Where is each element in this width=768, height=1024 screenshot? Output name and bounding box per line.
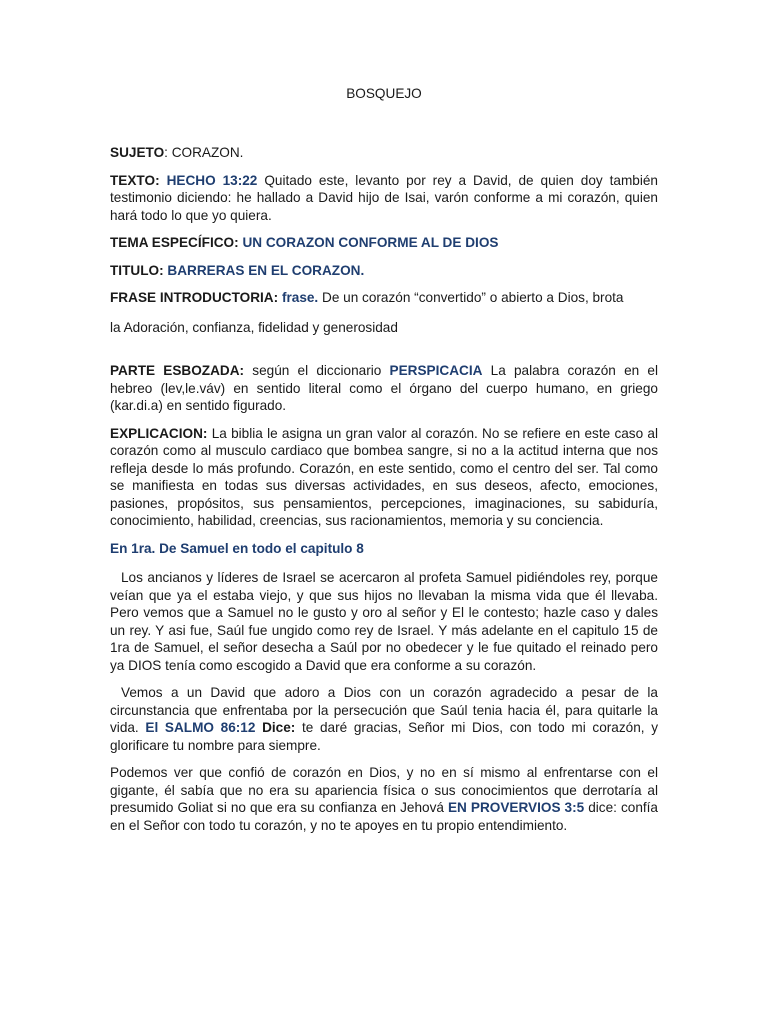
document-body bbox=[110, 144, 658, 844]
para3-pre: Podemos ver que confió de corazón en Dios, y no en sí mismo al enfrentarse con el gigante, él sabía que no era su apariencia física o sus conocimientos que derrotaría al presumido Goliat si no que era su confianza en Jehová bbox=[110, 765, 658, 815]
frase-label: FRASE INTRODUCTORIA: bbox=[110, 290, 279, 305]
parte-paragraph bbox=[110, 362, 658, 415]
sujeto-label: SUJETO bbox=[110, 145, 165, 160]
para2-pre: Vemos a un David que adoro a Dios con un corazón agradecido a pesar de la circunstancia que enfrentaba por la persecución que Saúl tenia hacia él, para quitarle la vida. bbox=[110, 685, 658, 735]
frase-line bbox=[110, 289, 658, 307]
parte-label: PARTE ESBOZADA: bbox=[110, 363, 245, 378]
body-paragraph-1: Los ancianos y líderes de Israel se acercaron al profeta Samuel pidiéndoles rey, porque veían que ya el estaba viejo, y que sus hijos no llevaban la misma vida que él llevaba. Pero vemos que a Samuel no le gusto y oro al señor y El le contesto; hazle caso y dales un rey. Y asi fue, Saúl fue ungido como rey de Israel. Y más adelante en el capitulo 15 de 1ra de Samuel, el señor desecha a Saúl por no obedecer y le fue quitado el reinado pero ya DIOS tenía como escogido a David que era conforme a su corazón. bbox=[110, 570, 658, 673]
section-heading: En 1ra. De Samuel en todo el capitulo 8 bbox=[110, 540, 364, 556]
document-title: BOSQUEJO bbox=[346, 86, 422, 101]
para3-body: dice: confía en el Señor con todo tu corazón, y no te apoyes en tu propio entendimiento. bbox=[110, 800, 658, 833]
titulo-line bbox=[110, 262, 658, 280]
para2-reference: El SALMO 86:12 bbox=[145, 720, 256, 735]
tema-label: TEMA ESPECÍFICO: bbox=[110, 235, 239, 250]
sujeto-line bbox=[110, 144, 658, 162]
tema-value: UN CORAZON CONFORME AL DE DIOS bbox=[242, 235, 499, 250]
texto-reference: HECHO 13:22 bbox=[166, 172, 258, 188]
body-paragraph-2 bbox=[110, 684, 658, 754]
sujeto-value: : CORAZON. bbox=[164, 145, 244, 160]
explicacion-paragraph bbox=[110, 425, 658, 530]
para3-reference: EN PROVERVIOS 3:5 bbox=[447, 800, 585, 815]
titulo-value: BARRERAS EN EL CORAZON. bbox=[167, 262, 365, 278]
body-paragraph-3 bbox=[110, 764, 658, 834]
parte-body: La palabra corazón en el hebreo (lev,le.váv) en sentido literal como el órgano del cuerpo humano, en griego (kar.di.a) en sentido figurado. bbox=[110, 363, 658, 413]
explicacion-body: La biblia le asigna un gran valor al corazón. No se refiere en este caso al corazón como al musculo cardiaco que bombea sangre, si no a la actitud interna que nos refleja desde lo más profundo. Corazón, en este sentido, como el centro del ser. Tal como se manifiesta en todas sus diversas actividades, en sus deseos, afecto, emociones, pasiones, propósitos, sus pensamientos, percepciones, imaginaciones, su sabiduría, conocimiento, habilidad, creencias, sus racionamientos, memoria y su conciencia. bbox=[110, 425, 658, 528]
tema-line bbox=[110, 234, 658, 252]
titulo-label: TITULO: bbox=[110, 262, 164, 278]
frase-value: frase. bbox=[281, 290, 319, 305]
parte-reference: PERSPICACIA bbox=[389, 363, 483, 378]
texto-label: TEXTO: bbox=[110, 172, 160, 188]
para2-label: Dice: bbox=[255, 720, 296, 735]
explicacion-label: EXPLICACION: bbox=[110, 425, 208, 441]
texto-body: Quitado este, levanto por rey a David, de quien doy también testimonio diciendo: he hallado a David hijo de Isai, varón conforme a mi corazón, quien hará todo lo que yo quiera. bbox=[110, 172, 658, 223]
texto-paragraph bbox=[110, 172, 658, 225]
frase-continuation: la Adoración, confianza, fidelidad y generosidad bbox=[110, 319, 398, 335]
frase-body: De un corazón “convertido” o abierto a Dios, brota bbox=[318, 290, 624, 305]
para2-body: te daré gracias, Señor mi Dios, con todo mi corazón, y glorificare tu nombre para siempre. bbox=[110, 720, 658, 753]
parte-pre: según el diccionario bbox=[244, 363, 390, 378]
